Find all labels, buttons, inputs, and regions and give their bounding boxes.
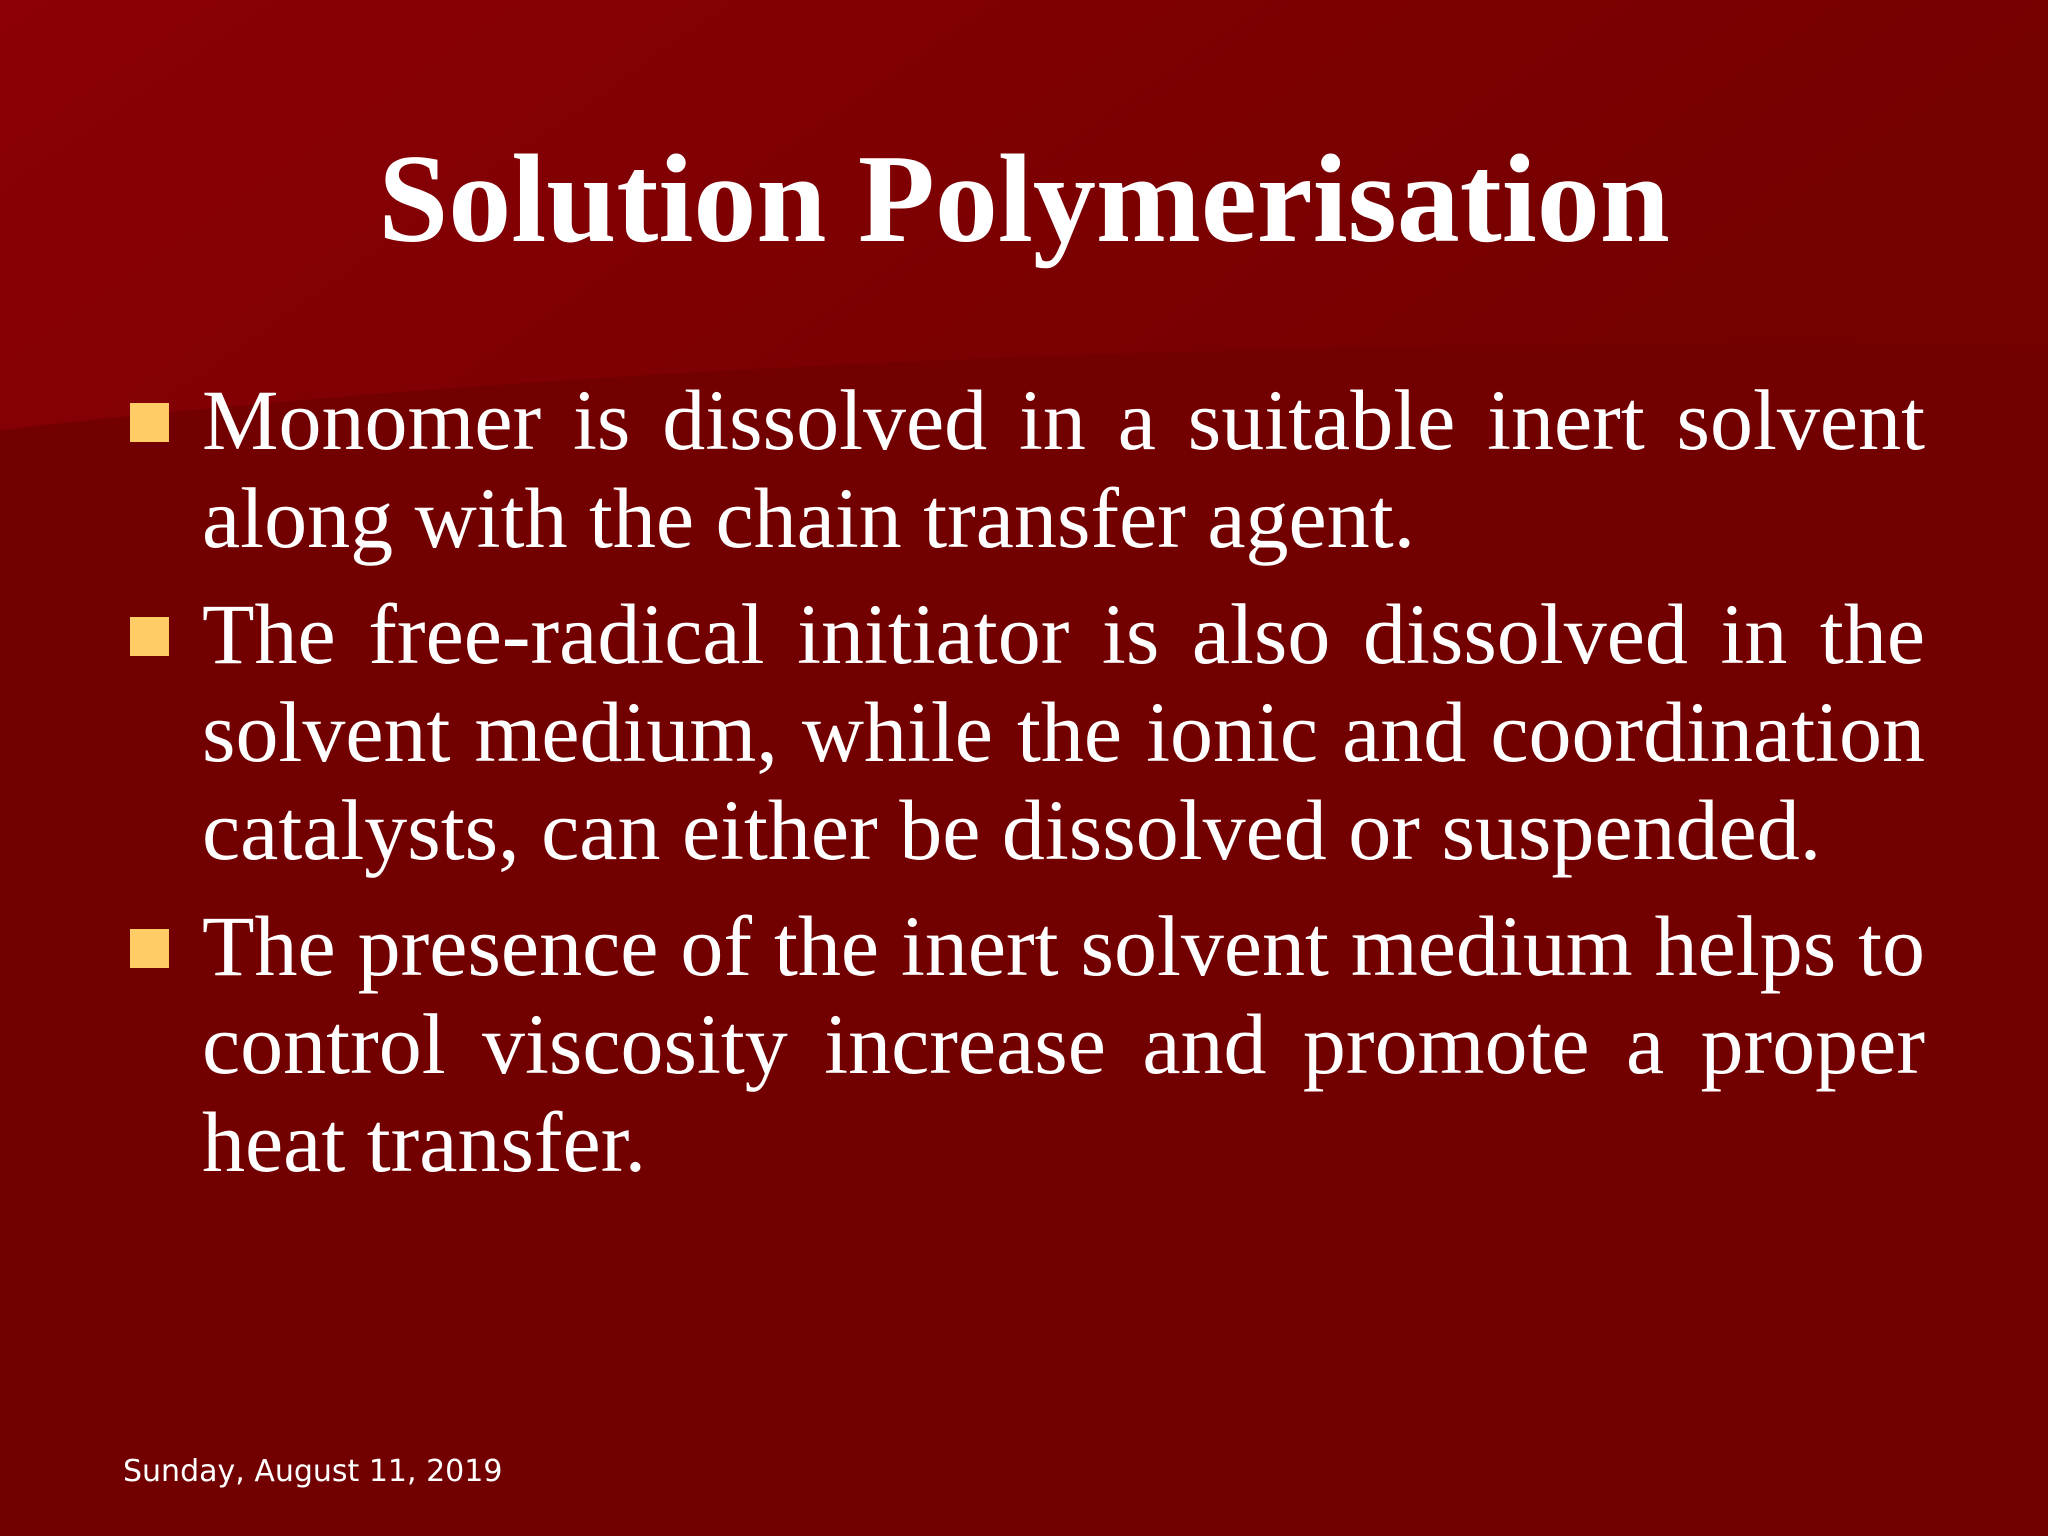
- bullet-list: [130, 371, 1925, 1209]
- bullet-item: [130, 897, 1925, 1191]
- square-bullet-icon: [130, 403, 169, 442]
- bullet-item: [130, 585, 1925, 879]
- bullet-text: The presence of the inert solvent medium helps to control viscosity increase and promote a proper heat transfer.: [202, 898, 1925, 1190]
- square-bullet-icon: [130, 929, 169, 968]
- bullet-item: [130, 371, 1925, 567]
- footer-date: Sunday, August 11, 2019: [123, 1454, 503, 1489]
- slide-title: Solution Polymerisation: [378, 130, 1670, 269]
- bullet-text: The free-radical initiator is also dissolved in the solvent medium, while the ionic and coordination catalysts, can either be dissolved or suspended.: [202, 586, 1925, 878]
- bullet-text: Monomer is dissolved in a suitable inert solvent along with the chain transfer agent.: [202, 372, 1925, 566]
- square-bullet-icon: [130, 617, 169, 656]
